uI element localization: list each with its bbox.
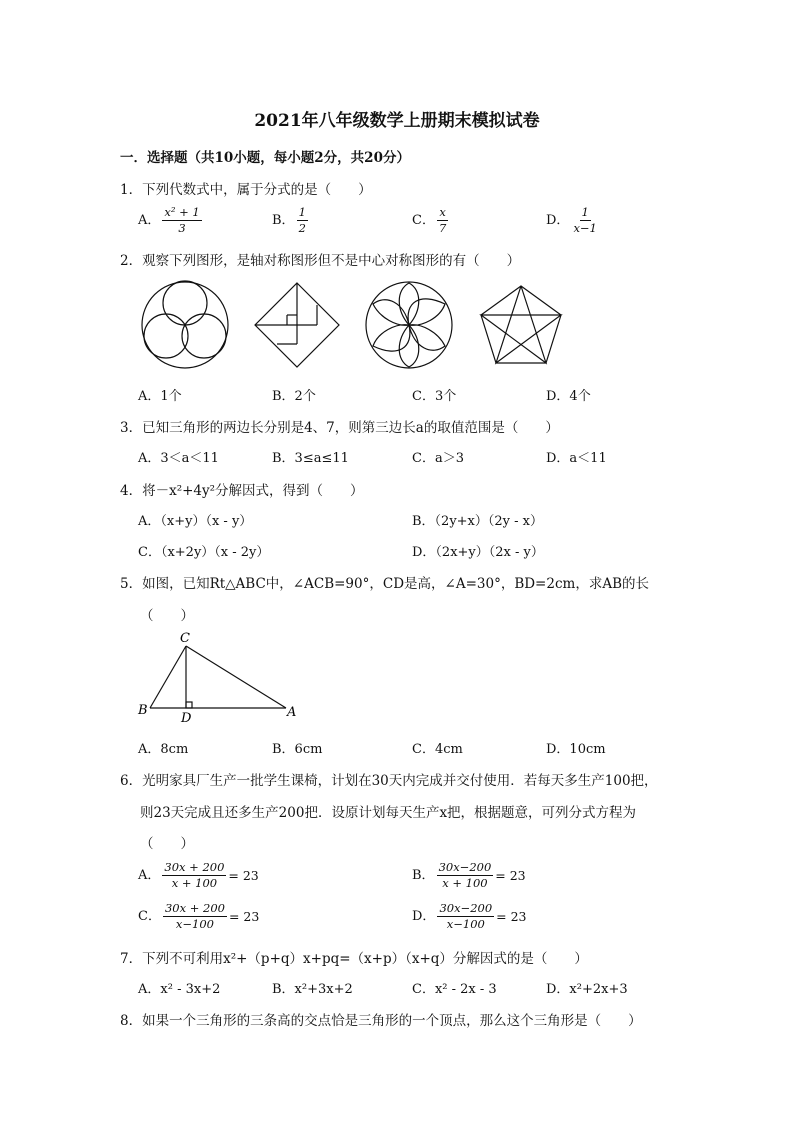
fraction-numerator: 1 bbox=[298, 205, 306, 219]
q3-option-c: C．a＞3 bbox=[412, 451, 464, 466]
fraction-numerator: 30x−200 bbox=[438, 860, 492, 874]
q6-option-d bbox=[412, 901, 527, 932]
q1-option-b bbox=[272, 205, 308, 236]
question-3-stem: 3．已知三角形的两边长分别是4、7，则第三边长a的取值范围是（ ） bbox=[120, 420, 559, 436]
q4-option-a: A．（x+y）（x - y） bbox=[138, 514, 253, 529]
question-4-stem: 4．将－x²+4y²分解因式，得到（ ） bbox=[120, 483, 364, 499]
q7-option-c: C．x² - 2x - 3 bbox=[412, 982, 497, 997]
fraction-numerator: x² + 1 bbox=[164, 205, 200, 219]
q6-option-c bbox=[138, 901, 259, 932]
question-8-stem: 8．如果一个三角形的三条高的交点恰是三角形的一个顶点，那么这个三角形是（ ） bbox=[120, 1013, 642, 1029]
vertex-label-b: B bbox=[138, 703, 148, 718]
fraction-denominator: x−100 bbox=[175, 917, 214, 931]
fraction-numerator: x bbox=[439, 205, 446, 219]
option-label: D． bbox=[546, 213, 570, 228]
q1-option-a bbox=[138, 205, 202, 236]
q7-option-d: D．x²+2x+3 bbox=[546, 982, 628, 997]
q6-option-b bbox=[412, 860, 526, 891]
option-label: B． bbox=[412, 868, 435, 883]
vertex-label-c: C bbox=[180, 631, 190, 646]
fraction-numerator: 30x + 200 bbox=[164, 860, 225, 874]
question-5-stem-paren: （ ） bbox=[140, 608, 194, 624]
q4-option-c: C．（x+2y）（x - 2y） bbox=[138, 545, 270, 560]
figure-right-triangle bbox=[134, 628, 304, 724]
q5-option-c: C．4cm bbox=[412, 742, 463, 757]
vertex-label-a: A bbox=[287, 705, 297, 720]
q3-option-b: B．3≤a≤11 bbox=[272, 451, 349, 466]
fraction-numerator: 30x + 200 bbox=[164, 901, 225, 915]
question-6-stem-line2: 则23天完成且还多生产200把．设原计划每天生产x把，根据题意，可列分式方程为 bbox=[140, 805, 637, 821]
option-label: B． bbox=[272, 213, 295, 228]
fraction-denominator: x + 100 bbox=[171, 876, 218, 890]
vertex-label-d: D bbox=[181, 711, 192, 724]
q5-option-d: D．10cm bbox=[546, 742, 606, 757]
option-label: A． bbox=[138, 868, 161, 883]
figure-circle-six-petals bbox=[364, 280, 454, 370]
q4-option-d: D．（2x+y）（2x - y） bbox=[412, 545, 544, 560]
q4-option-b: B．（2y+x）（2y - x） bbox=[412, 514, 543, 529]
q6-option-a bbox=[138, 860, 259, 891]
option-label: D． bbox=[412, 909, 436, 924]
equation-rhs: = 23 bbox=[228, 909, 260, 924]
question-6-stem-paren: （ ） bbox=[140, 836, 194, 852]
equation-rhs: = 23 bbox=[228, 868, 259, 883]
q2-option-d: D．4个 bbox=[546, 389, 591, 404]
option-label: A． bbox=[138, 213, 161, 228]
question-6-stem: 6．光明家具厂生产一批学生课椅，计划在30天内完成并交付使用．若每天多生产100把， bbox=[120, 773, 658, 789]
question-2-stem: 2．观察下列图形，是轴对称图形但不是中心对称图形的有（ ） bbox=[120, 253, 521, 269]
figure-circle-three-petals bbox=[140, 280, 230, 370]
fraction-denominator: 7 bbox=[438, 221, 447, 235]
page-title: 2021年八年级数学上册期末模拟试卷 bbox=[254, 111, 540, 131]
equation-rhs: = 23 bbox=[495, 868, 526, 883]
fraction-denominator: 3 bbox=[178, 221, 186, 235]
q1-option-d bbox=[546, 205, 599, 236]
fraction-denominator: x−100 bbox=[446, 917, 485, 931]
q2-option-c: C．3个 bbox=[412, 389, 457, 404]
q3-option-d: D．a＜11 bbox=[546, 451, 607, 466]
question-7-stem: 7．下列不可利用x²+（p+q）x+pq=（x+p）（x+q）分解因式的是（ ） bbox=[120, 951, 588, 967]
fraction-denominator: 2 bbox=[298, 221, 306, 235]
equation-rhs: = 23 bbox=[496, 909, 527, 924]
section-heading: 一．选择题（共10小题，每小题2分，共20分） bbox=[120, 150, 410, 166]
q5-option-a: A．8cm bbox=[138, 742, 189, 757]
q3-option-a: A．3＜a＜11 bbox=[138, 451, 219, 466]
fraction-denominator: x−1 bbox=[573, 221, 597, 235]
q1-option-c bbox=[412, 205, 448, 236]
question-5-stem: 5．如图，已知Rt△ABC中，∠ACB=90°，CD是高，∠A=30°，BD=2cm，求AB的长 bbox=[120, 576, 649, 592]
figure-square-diamond bbox=[252, 280, 342, 370]
q7-option-b: B．x²+3x+2 bbox=[272, 982, 353, 997]
q5-option-b: B．6cm bbox=[272, 742, 323, 757]
option-label: C． bbox=[412, 213, 435, 228]
q2-option-a: A．1个 bbox=[138, 389, 182, 404]
fraction-numerator: 1 bbox=[581, 205, 589, 219]
q7-option-a: A．x² - 3x+2 bbox=[138, 982, 221, 997]
option-label: C． bbox=[138, 909, 161, 924]
question-1-stem: 1．下列代数式中，属于分式的是（ ） bbox=[120, 182, 372, 198]
figure-pentagon-star bbox=[476, 283, 566, 367]
fraction-denominator: x + 100 bbox=[442, 876, 488, 890]
fraction-numerator: 30x−200 bbox=[439, 901, 493, 915]
q2-option-b: B．2个 bbox=[272, 389, 316, 404]
